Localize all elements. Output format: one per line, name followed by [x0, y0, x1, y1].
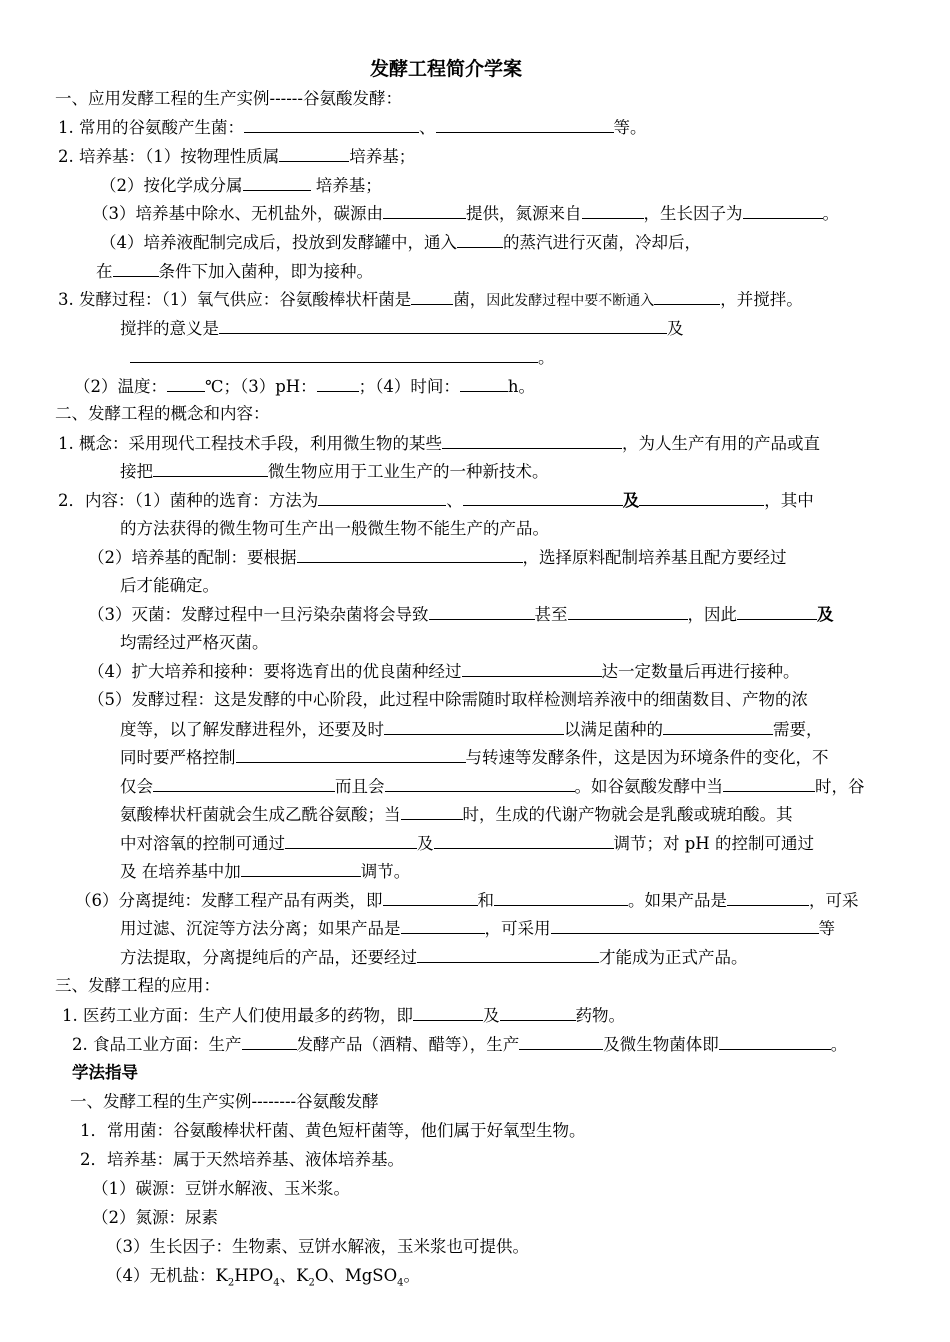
answer-blank[interactable] [279, 145, 349, 162]
guide-line: 1．常用菌：谷氨酸棒状杆菌、黄色短杆菌等，他们属于好氧型生物。 [80, 1121, 586, 1140]
page-title: 发酵工程简介学案 [370, 58, 523, 80]
question-line: 搅拌的意义是 及 [120, 319, 684, 338]
answer-blank[interactable] [297, 546, 523, 563]
question-line: 同时要严格控制 与转速等发酵条件，这是因为环境条件的变化，不 [120, 748, 829, 767]
question-line: 中对溶氧的控制可通过 及 调节；对 pH 的控制可通过 [120, 834, 814, 853]
answer-blank[interactable] [654, 288, 720, 305]
answer-blank[interactable] [429, 603, 535, 620]
question-line: 及 在培养基中加 调节。 [120, 862, 411, 881]
question-line: （3）培养基中除水、无机盐外，碳源由 提供，氮源来自 ，生长因子为 。 [92, 204, 839, 223]
answer-blank[interactable] [167, 375, 205, 392]
answer-blank[interactable] [243, 174, 311, 191]
answer-blank[interactable] [383, 889, 478, 906]
answer-blank[interactable] [413, 1004, 483, 1021]
answer-blank[interactable] [460, 375, 508, 392]
question-line: 1. 常用的谷氨酸产生菌： 、 等。 [58, 118, 647, 137]
question-line: 2. 培养基：（1）按物理性质属 培养基； [58, 147, 416, 166]
guide-line: 2．培养基：属于天然培养基、液体培养基。 [80, 1150, 404, 1169]
question-line: （4）培养液配制完成后，投放到发酵罐中，通入 的蒸汽进行灭菌，冷却后， [100, 233, 701, 252]
guide-line: （3）生长因子：生物素、豆饼水解液，玉米浆也可提供。 [106, 1237, 529, 1256]
question-line: 2．内容：（1）菌种的选育：方法为 、 及 ，其中 [58, 491, 814, 510]
answer-blank[interactable] [401, 803, 463, 820]
question-line: （6）分离提纯：发酵工程产品有两类，即 和 。如果产品是 ，可采 [75, 891, 859, 910]
answer-blank[interactable] [285, 832, 417, 849]
guide-line: （4）无机盐：$K_2HPO_4$、$K_2O$、MgSO$_4$。 [106, 1266, 421, 1289]
question-line: （5）发酵过程：这是发酵的中心阶段，此过程中除需随时取样检测培养液中的细菌数目、产物的浓 [88, 690, 808, 709]
answer-blank[interactable] [318, 489, 446, 506]
answer-blank[interactable] [383, 202, 466, 219]
answer-blank[interactable] [551, 917, 819, 934]
answer-blank[interactable] [519, 1033, 603, 1050]
answer-blank[interactable] [241, 860, 361, 877]
section-heading: 三、发酵工程的应用： [55, 976, 220, 995]
answer-blank[interactable] [417, 946, 599, 963]
guide-heading: 学法指导 [72, 1063, 138, 1082]
section-heading: 一、应用发酵工程的生产实例------谷氨酸发酵： [55, 89, 402, 108]
answer-blank[interactable] [442, 432, 622, 449]
answer-blank[interactable] [236, 746, 466, 763]
question-line: 均需经过严格灭菌。 [120, 633, 269, 652]
answer-blank[interactable] [113, 260, 159, 277]
question-line: （2）温度： ℃；（3）pH： ；（4）时间： h。 [74, 377, 536, 396]
answer-blank[interactable] [436, 116, 614, 133]
question-line: 氨酸棒状杆菌就会生成乙酰谷氨酸；当 时，生成的代谢产物就会是乳酸或琥珀酸。其 [120, 805, 793, 824]
answer-blank[interactable] [743, 202, 823, 219]
answer-blank[interactable] [723, 775, 815, 792]
question-line: 1. 医药工业方面：生产人们使用最多的药物，即 及 药物。 [62, 1006, 625, 1025]
question-line: 度等，以了解发酵进程外，还要及时 以满足菌种的 需要， [120, 720, 823, 739]
answer-blank[interactable] [130, 346, 538, 363]
question-line: （2）按化学成分属 培养基； [100, 176, 382, 195]
answer-blank[interactable] [500, 1004, 576, 1021]
question-line: （2）培养基的配制：要根据 ，选择原料配制培养基且配方要经过 [88, 548, 787, 567]
answer-blank[interactable] [462, 660, 602, 677]
answer-blank[interactable] [494, 889, 628, 906]
answer-blank[interactable] [719, 1033, 831, 1050]
answer-blank[interactable] [737, 603, 817, 620]
answer-blank[interactable] [582, 202, 644, 219]
question-line: 的方法获得的微生物可生产出一般微生物不能生产的产品。 [120, 519, 549, 538]
answer-blank[interactable] [219, 317, 667, 334]
guide-line: （2）氮源：尿素 [92, 1208, 218, 1227]
question-line: 用过滤、沉淀等方法分离；如果产品是 ，可采用 等 [120, 919, 835, 938]
question-line: 2. 食品工业方面：生产 发酵产品（酒精、醋等），生产 及微生物菌体即 。 [72, 1035, 848, 1054]
answer-blank[interactable] [411, 288, 453, 305]
question-line: 仅会 而且会 。如谷氨酸发酵中当 时，谷 [120, 777, 865, 796]
question-line: 接把 微生物应用于工业生产的一种新技术。 [120, 462, 549, 481]
answer-blank[interactable] [153, 460, 268, 477]
question-line: 。 [130, 346, 555, 369]
question-line: 方法提取，分离提纯后的产品，还要经过 才能成为正式产品。 [120, 948, 748, 967]
section-heading: 二、发酵工程的概念和内容： [55, 404, 270, 423]
answer-blank[interactable] [727, 889, 809, 906]
question-line: （4）扩大培养和接种：要将选育出的优良菌种经过 达一定数量后再进行接种。 [88, 662, 800, 681]
question-line: 在 条件下加入菌种，即为接种。 [96, 262, 373, 281]
answer-blank[interactable] [244, 116, 419, 133]
answer-blank[interactable] [153, 775, 335, 792]
answer-blank[interactable] [434, 832, 614, 849]
question-line: 1. 概念：采用现代工程技术手段，利用微生物的某些 ，为人生产有用的产品或直 [58, 434, 820, 453]
answer-blank[interactable] [457, 231, 503, 248]
answer-blank[interactable] [401, 917, 485, 934]
question-line: 3. 发酵过程：（1）氧气供应：谷氨酸棒状杆菌是 菌，因此发酵过程中要不断通入 ，并搅拌。 [58, 290, 803, 309]
answer-blank[interactable] [639, 489, 764, 506]
guide-line: 一、发酵工程的生产实例--------谷氨酸发酵 [70, 1092, 379, 1111]
question-line: （3）灭菌：发酵过程中一旦污染杂菌将会导致 甚至 ，因此 及 [88, 605, 834, 624]
answer-blank[interactable] [317, 375, 359, 392]
answer-blank[interactable] [663, 718, 773, 735]
answer-blank[interactable] [384, 718, 564, 735]
guide-line: （1）碳源：豆饼水解液、玉米浆。 [92, 1179, 350, 1198]
answer-blank[interactable] [385, 775, 575, 792]
question-line: 后才能确定。 [120, 576, 219, 595]
answer-blank[interactable] [568, 603, 688, 620]
answer-blank[interactable] [242, 1033, 297, 1050]
answer-blank[interactable] [463, 489, 623, 506]
